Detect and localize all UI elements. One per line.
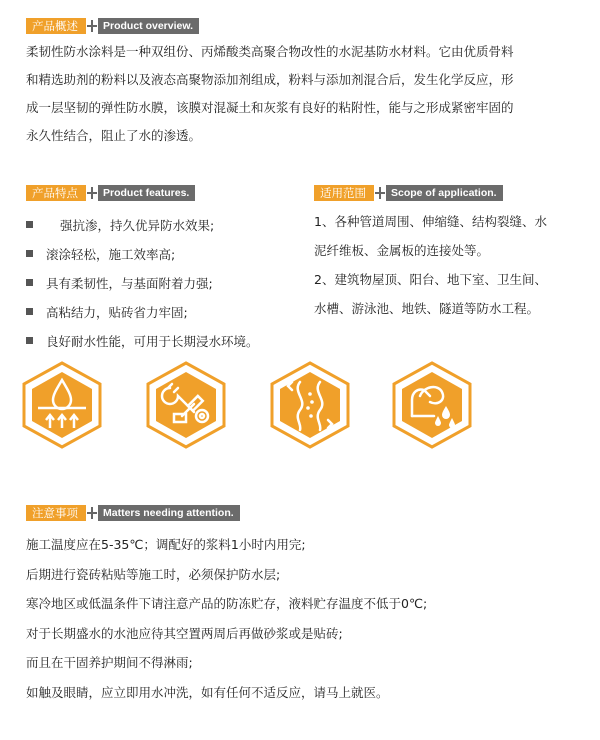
list-item: 高粘结力，贴砖省力牢固;: [26, 297, 259, 326]
waterproof-icon: [20, 360, 104, 450]
water-resistant-icon: [390, 360, 474, 450]
plus-icon: [86, 505, 98, 521]
overview-line: 永久性结合，阻止了水的渗透。: [26, 128, 202, 143]
list-item: 良好耐水性能，可用于长期浸水环境。: [26, 326, 259, 355]
overview-line: 成一层坚韧的弹性防水膜，该膜对混凝土和灰浆有良好的粘附性，能与之形成紧密牢固的: [26, 100, 514, 115]
repair-tools-icon: [144, 360, 228, 450]
feature-icons-row: [18, 360, 578, 460]
flexible-icon: [268, 360, 352, 450]
scope-text: [314, 207, 584, 323]
notes-title-cn: 注意事项: [26, 505, 86, 521]
notes-header: [26, 505, 240, 521]
scope-line: 1、各种管道周围、伸缩缝、结构裂缝、水: [314, 214, 547, 229]
overview-line: 和精选助剂的粉料以及液态高聚物添加剂组成，粉料与添加剂混合后，发生化学反应，形: [26, 72, 514, 87]
overview-title-en: Product overview.: [98, 18, 199, 34]
overview-header: [26, 18, 199, 34]
features-header: [26, 185, 195, 201]
scope-line: 泥纤维板、金属板的连接处等。: [314, 243, 490, 258]
bullet-square-icon: [26, 221, 33, 228]
notes-line: 施工温度应在5-35℃；调配好的浆料1小时内用完;: [26, 537, 306, 552]
list-item: 具有柔韧性，与基面附着力强;: [26, 268, 259, 297]
bullet-square-icon: [26, 279, 33, 286]
features-list: [26, 210, 259, 355]
scope-header: [314, 185, 503, 201]
plus-icon: [86, 18, 98, 34]
notes-title-en: Matters needing attention.: [98, 505, 240, 521]
features-title-cn: 产品特点: [26, 185, 86, 201]
bullet-square-icon: [26, 337, 33, 344]
plus-icon: [374, 185, 386, 201]
overview-title-cn: 产品概述: [26, 18, 86, 34]
scope-title-cn: 适用范围: [314, 185, 374, 201]
list-item: 滚涂轻松，施工效率高;: [26, 239, 259, 268]
list-item: 强抗渗，持久优异防水效果;: [26, 210, 259, 239]
features-title-en: Product features.: [98, 185, 195, 201]
notes-line: 对于长期盛水的水池应待其空置两周后再做砂浆或是贴砖;: [26, 625, 343, 641]
scope-title-en: Scope of application.: [386, 185, 503, 201]
notes-line: 如触及眼睛，应立即用水冲洗，如有任何不适反应，请马上就医。: [26, 684, 389, 700]
notes-line: 寒冷地区或低温条件下请注意产品的防冻贮存，液料贮存温度不低于0℃;: [26, 596, 428, 611]
notes-line: 后期进行瓷砖粘贴等施工时，必须保护防水层;: [26, 566, 281, 582]
overview-text: [26, 38, 586, 150]
notes-line: 而且在干固养护期间不得淋雨;: [26, 655, 193, 670]
scope-line: 2、建筑物屋顶、阳台、地下室、卫生间、: [314, 272, 547, 287]
scope-line: 水槽、游泳池、地铁、隧道等防水工程。: [314, 301, 540, 316]
overview-line: 柔韧性防水涂料是一种双组份、丙烯酸类高聚合物改性的水泥基防水材料。它由优质骨料: [26, 44, 514, 59]
plus-icon: [86, 185, 98, 201]
bullet-square-icon: [26, 308, 33, 315]
notes-text: [26, 530, 427, 707]
bullet-square-icon: [26, 250, 33, 257]
